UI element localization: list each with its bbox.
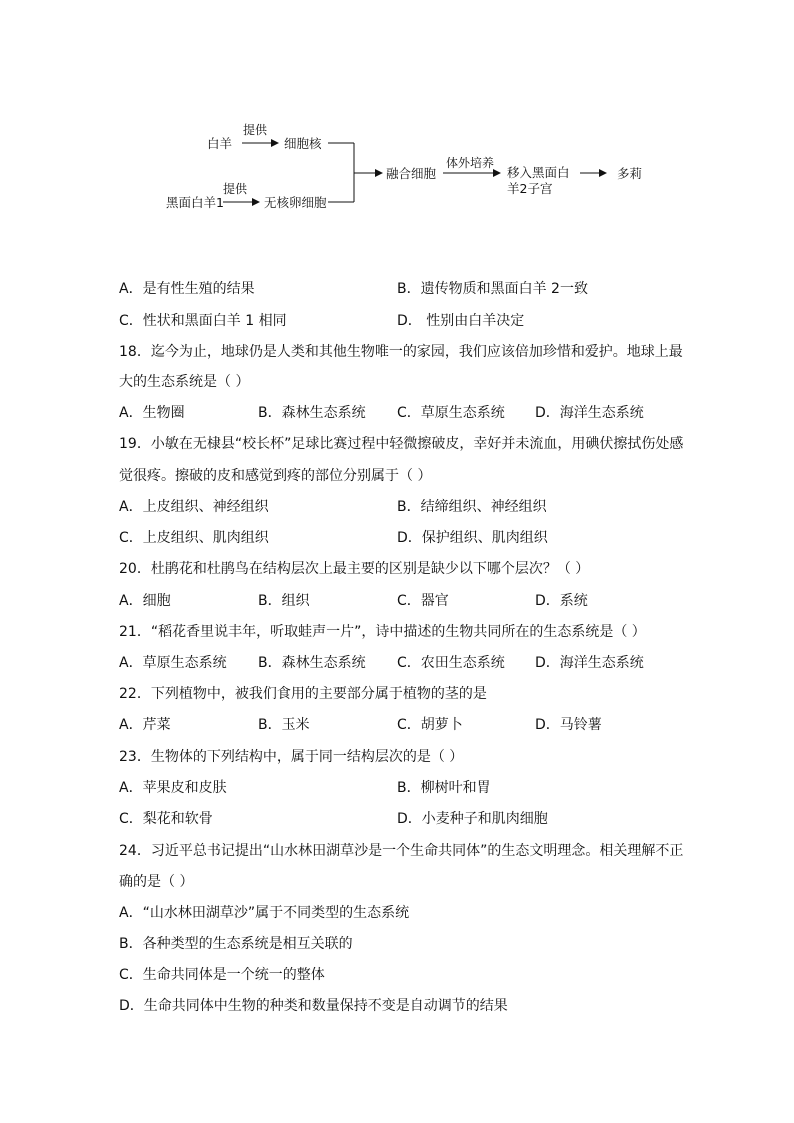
q24-option-b: B．各种类型的生态系统是相互关联的 xyxy=(119,936,353,952)
q22-option-b: B．玉米 xyxy=(258,717,310,733)
q21-option-b: B．森林生态系统 xyxy=(258,655,366,671)
q17-option-d: D． 性别由白羊决定 xyxy=(397,313,525,329)
node-fused-cell: 融合细胞 xyxy=(386,166,437,181)
node-implant-line2: 羊2子宫 xyxy=(507,181,553,196)
q22-option-c: C．胡萝卜 xyxy=(397,717,463,733)
q20-option-a: A．细胞 xyxy=(119,593,171,609)
q23-stem: 23．生物体的下列结构中，属于同一结构层次的是（ ） xyxy=(119,749,464,765)
q24-option-a: A．“山水林田湖草沙”属于不同类型的生态系统 xyxy=(119,905,410,921)
q20-option-d: D．系统 xyxy=(535,593,588,609)
q24-stem-line1: 24．习近平总书记提出“山水林田湖草沙是一个生命共同体”的生态文明理念。相关理解不正 xyxy=(119,843,684,859)
q24-option-d: D．生命共同体中生物的种类和数量保持不变是自动调节的结果 xyxy=(119,998,508,1014)
q19-stem-line1: 19．小敏在无棣县“校长杯”足球比赛过程中轻微擦破皮，幸好并未流血，用碘伏擦拭伤处感 xyxy=(119,436,684,452)
q18-option-c: C．草原生态系统 xyxy=(397,405,505,421)
q24-stem-line2: 确的是（ ） xyxy=(119,874,194,890)
node-white-sheep: 白羊 xyxy=(207,136,233,151)
q19-option-b: B．结缔组织、神经组织 xyxy=(397,499,547,515)
q19-option-d: D．保护组织、肌肉组织 xyxy=(397,530,548,546)
q22-stem: 22．下列植物中，被我们食用的主要部分属于植物的茎的是 xyxy=(119,686,487,702)
q22-option-a: A．芹菜 xyxy=(119,717,171,733)
q23-option-b: B．柳树叶和胃 xyxy=(397,780,491,796)
q18-stem-line1: 18．迄今为止，地球仍是人类和其他生物唯一的家园，我们应该倍加珍惜和爱护。地球上最 xyxy=(119,344,683,360)
label-provide-top: 提供 xyxy=(243,123,268,137)
q21-option-a: A．草原生态系统 xyxy=(119,655,227,671)
q19-stem-line2: 觉很疼。擦破的皮和感觉到疼的部位分别属于（ ） xyxy=(119,468,432,484)
node-black-sheep-1: 黑面白羊1 xyxy=(166,195,224,210)
q23-option-d: D．小麦种子和肌肉细胞 xyxy=(397,811,548,827)
q21-option-d: D．海洋生态系统 xyxy=(535,655,644,671)
q18-stem-line2: 大的生态系统是（ ） xyxy=(119,374,250,390)
q21-stem: 21．“稻花香里说丰年，听取蛙声一片”，诗中描述的生物共同所在的生态系统是（ ） xyxy=(119,624,646,640)
q20-option-b: B．组织 xyxy=(258,593,310,609)
q18-option-d: D．海洋生态系统 xyxy=(535,405,644,421)
q18-option-a: A．生物圈 xyxy=(119,405,185,421)
q21-option-c: C．农田生态系统 xyxy=(397,655,505,671)
node-nucleus: 细胞核 xyxy=(284,136,322,151)
q18-option-b: B．森林生态系统 xyxy=(258,405,366,421)
node-enucleated-egg: 无核卵细胞 xyxy=(264,195,327,210)
q20-option-c: C．器官 xyxy=(397,593,449,609)
q17-option-c: C．性状和黑面白羊 1 相同 xyxy=(119,313,287,329)
node-implant-line1: 移入黑面白 xyxy=(507,165,570,180)
q24-option-c: C．生命共同体是一个统一的整体 xyxy=(119,967,325,983)
label-culture: 体外培养 xyxy=(446,156,495,170)
label-provide-bottom: 提供 xyxy=(223,182,248,196)
q23-option-a: A．苹果皮和皮肤 xyxy=(119,780,227,796)
cloning-flow-diagram xyxy=(0,0,794,240)
q19-option-a: A．上皮组织、神经组织 xyxy=(119,499,269,515)
q22-option-d: D．马铃薯 xyxy=(535,717,602,733)
q19-option-c: C．上皮组织、肌肉组织 xyxy=(119,530,269,546)
q23-option-c: C．梨花和软骨 xyxy=(119,811,213,827)
q17-option-a: A．是有性生殖的结果 xyxy=(119,281,255,297)
q17-option-b: B．遗传物质和黑面白羊 2一致 xyxy=(397,281,588,297)
node-dolly: 多莉 xyxy=(617,166,643,181)
q20-stem: 20．杜鹃花和杜鹃鸟在结构层次上最主要的区别是缺少以下哪个层次？（ ） xyxy=(119,561,590,577)
